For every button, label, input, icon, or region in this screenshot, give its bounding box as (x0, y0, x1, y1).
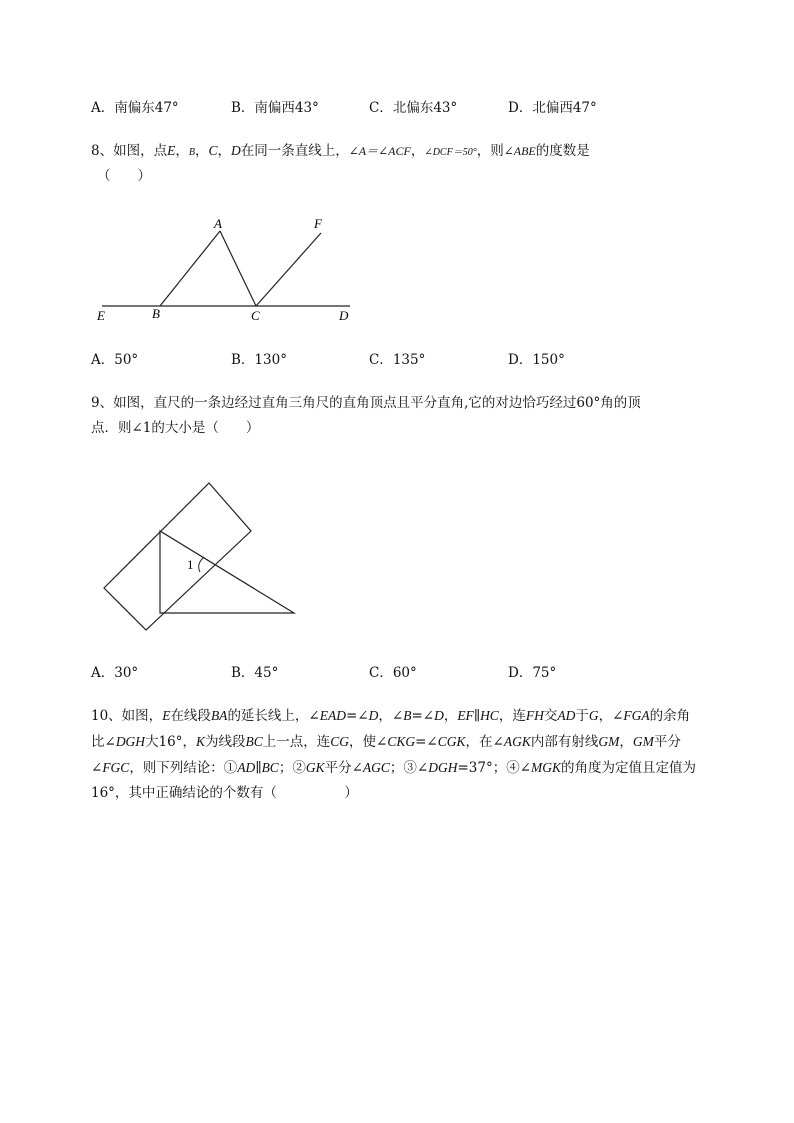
q9-option-d: D．75° (508, 665, 557, 681)
q7-option-c: C．北偏东43° (369, 100, 458, 116)
q8-option-d: D．150° (508, 352, 565, 368)
q10-stem-line3: ∠FGC，则下列结论：①AD∥BC；②GK平分∠AGC；③∠DGH=37°；④∠MGK的角度为定值且定值为 (91, 760, 697, 776)
q8-segment-cf (256, 233, 321, 306)
q8-point-d: D (230, 143, 241, 158)
q8-point-b: B (188, 147, 195, 158)
q8-stem: 8、如图，点E，B，C，D在同一条直线上，∠A＝∠ACF，∠DCF＝50°，则∠ABE的度数是 (91, 143, 590, 159)
q8-segment-ba (160, 231, 220, 306)
q8-label-a: A (214, 216, 222, 231)
q8-label-c: C (251, 308, 260, 323)
q8-label-b: B (152, 306, 160, 321)
q8-condition-1: ∠A＝∠ACF (348, 144, 411, 158)
q8-label-e: E (97, 308, 105, 323)
q10-stem-line1: 10、如图，E在线段BA的延长线上，∠EAD=∠D，∠B=∠D，EF∥HC，连FH交AD于G，∠FGA的余角 (91, 708, 691, 724)
q8-condition-2: ∠DCF＝50° (424, 147, 477, 158)
q8-option-c: C．135° (369, 352, 426, 368)
q8-point-c: C (208, 143, 218, 158)
q8-segment-ac (220, 231, 256, 306)
q7-option-a: A．南偏东47° (91, 100, 179, 116)
q8-answer-paren: （ ） (97, 168, 151, 184)
q10-stem-line4: 16°，其中正确结论的个数有（ ） (91, 785, 358, 801)
q10-stem-line2: 比∠DGH大16°，K为线段BC上一点，连CG，使∠CKG=∠CGK，在∠AGK内部有射线GM，GM平分 (91, 734, 681, 750)
q9-angle-1-arc (199, 557, 204, 572)
q9-ruler (104, 483, 251, 630)
q7-option-b: B．南偏西43° (231, 100, 319, 116)
q7-option-d: D．北偏西47° (508, 100, 597, 116)
q9-option-a: A．30° (91, 665, 139, 681)
q8-option-b: B．130° (231, 352, 287, 368)
q9-angle-label: 1 (187, 557, 194, 572)
q9-stem-line1: 9、如图，直尺的一条边经过直角三角尺的直角顶点且平分直角,它的对边恰巧经过60°角的顶 (91, 395, 641, 411)
q8-label-f: F (314, 216, 322, 231)
q8-label-d: D (339, 308, 349, 323)
q9-stem-line2: 点．则∠1的大小是（ ） (91, 420, 260, 436)
q9-set-square (160, 531, 294, 613)
q8-option-a: A．50° (91, 352, 139, 368)
q9-option-b: B．45° (231, 665, 279, 681)
q9-option-c: C．60° (369, 665, 417, 681)
q8-target-angle: ∠ABE (503, 144, 536, 158)
q8-point-e: E (167, 143, 176, 158)
